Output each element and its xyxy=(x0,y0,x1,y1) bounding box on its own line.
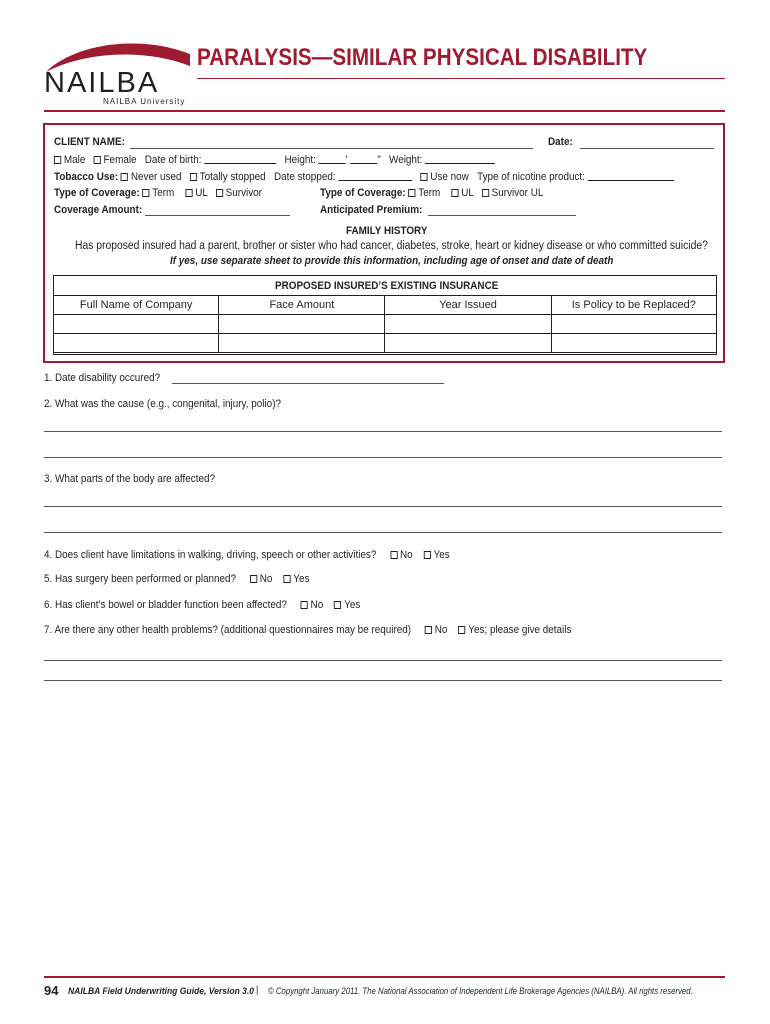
survivor-ul-label: Survivor UL xyxy=(491,187,544,199)
use-now-label: Use now xyxy=(430,171,469,183)
family-history-note: If yes, use separate sheet to provide this information, including age of onset and date of death xyxy=(170,255,614,267)
title-rule-thin xyxy=(197,78,725,79)
table-header-row xyxy=(54,296,717,315)
survivor-label: Survivor xyxy=(225,187,262,199)
footer-copyright: © Copyright January 2011. The National Association of Independent Life Brokerage Agencies (NAILBA). All rights reserved. xyxy=(268,986,693,997)
totally-stopped-checkbox[interactable] xyxy=(190,173,197,181)
coverage-row-left xyxy=(54,187,262,199)
q5-yes-label: Yes xyxy=(293,573,310,585)
insurance-table xyxy=(53,295,717,353)
cell-input[interactable] xyxy=(219,315,385,334)
height-feet-field[interactable] xyxy=(319,153,346,164)
height-feet-mark: ' xyxy=(345,154,348,166)
q5-no-label: No xyxy=(259,573,273,585)
question-6: 6. Has client’s bowel or bladder function been affected? xyxy=(44,599,287,611)
totally-stopped-label: Totally stopped xyxy=(199,171,266,183)
tobacco-row xyxy=(54,170,674,183)
logo-wordmark: NAILBA xyxy=(44,67,160,99)
q5-no-checkbox[interactable] xyxy=(250,575,257,583)
question-1-field[interactable] xyxy=(172,383,444,384)
coverage-row-right xyxy=(320,187,543,199)
q4-no-checkbox[interactable] xyxy=(390,551,397,559)
cell-input[interactable] xyxy=(54,334,219,353)
question-7-line-2[interactable] xyxy=(44,680,722,681)
client-name-field[interactable] xyxy=(130,148,533,149)
q7-yes-label: Yes; please give details xyxy=(468,624,572,636)
q5-yes-checkbox[interactable] xyxy=(283,575,290,583)
family-history-question: Has proposed insured had a parent, brother or sister who had cancer, diabetes, stroke, heart or kidney disease or who committed suicide? xyxy=(75,240,708,252)
date-label: Date: xyxy=(548,136,573,148)
client-name-label: CLIENT NAME: xyxy=(54,136,125,148)
ul-checkbox[interactable] xyxy=(185,189,192,197)
weight-field[interactable] xyxy=(425,153,495,164)
table-row xyxy=(54,334,717,353)
anticipated-premium-label: Anticipated Premium: xyxy=(320,204,423,216)
ul-label: UL xyxy=(195,187,208,199)
date-stopped-label: Date stopped: xyxy=(273,171,336,183)
question-3-line-1[interactable] xyxy=(44,506,722,507)
family-history-heading: FAMILY HISTORY xyxy=(346,225,428,237)
q4-yes-label: Yes xyxy=(433,549,450,561)
female-checkbox[interactable] xyxy=(94,156,101,164)
date-field[interactable] xyxy=(580,148,714,149)
nicotine-label: Type of nicotine product: xyxy=(477,171,585,183)
dob-field[interactable] xyxy=(204,153,276,164)
col-replaced: Is Policy to be Replaced? xyxy=(551,296,716,315)
question-7: 7. Are there any other health problems? (additional questionnaires may be required) xyxy=(44,624,412,636)
coverage-type-label-2: Type of Coverage: xyxy=(320,187,406,199)
question-3-line-2[interactable] xyxy=(44,532,722,533)
survivor-checkbox[interactable] xyxy=(216,189,223,197)
coverage-amount-field[interactable] xyxy=(145,215,290,216)
question-2-line-2[interactable] xyxy=(44,457,722,458)
question-4-row xyxy=(44,549,450,561)
question-1: 1. Date disability occured? xyxy=(44,372,161,384)
question-2-line-1[interactable] xyxy=(44,431,722,432)
coverage-amount-label: Coverage Amount: xyxy=(54,204,143,216)
height-inches-mark: " xyxy=(377,154,381,166)
q6-yes-checkbox[interactable] xyxy=(334,601,341,609)
cell-input[interactable] xyxy=(54,315,219,334)
anticipated-premium-field[interactable] xyxy=(428,215,576,216)
q7-yes-checkbox[interactable] xyxy=(458,626,465,634)
female-label: Female xyxy=(103,154,137,166)
question-5: 5. Has surgery been performed or planned? xyxy=(44,573,237,585)
weight-label: Weight: xyxy=(389,154,423,166)
use-now-checkbox[interactable] xyxy=(420,173,427,181)
q6-no-checkbox[interactable] xyxy=(301,601,308,609)
survivor-ul-checkbox[interactable] xyxy=(482,189,489,197)
page-title: PARALYSIS—SIMILAR PHYSICAL DISABILITY xyxy=(197,44,648,71)
cell-input[interactable] xyxy=(385,334,551,353)
footer-rule xyxy=(44,976,725,978)
height-label: Height: xyxy=(284,154,316,166)
q7-no-label: No xyxy=(434,624,448,636)
coverage-type-label: Type of Coverage: xyxy=(54,187,140,199)
col-company: Full Name of Company xyxy=(54,296,219,315)
q7-no-checkbox[interactable] xyxy=(425,626,432,634)
q6-no-label: No xyxy=(310,599,324,611)
never-used-checkbox[interactable] xyxy=(121,173,128,181)
footer-page-number: 94 xyxy=(44,983,59,998)
col-year-issued: Year Issued xyxy=(385,296,551,315)
question-6-row xyxy=(44,599,360,611)
cell-input[interactable] xyxy=(551,315,716,334)
footer-guide-title: NAILBA Field Underwriting Guide, Version 3.0 xyxy=(68,986,255,997)
ul-checkbox-2[interactable] xyxy=(451,189,458,197)
sex-row xyxy=(54,153,495,166)
term-checkbox[interactable] xyxy=(142,189,149,197)
ul-label-2: UL xyxy=(461,187,474,199)
table-row xyxy=(54,315,717,334)
question-3: 3. What parts of the body are affected? xyxy=(44,473,215,485)
title-rule-thick xyxy=(44,110,725,112)
question-2: 2. What was the cause (e.g., congenital, injury, polio)? xyxy=(44,398,281,410)
term-checkbox-2[interactable] xyxy=(408,189,415,197)
male-label: Male xyxy=(63,154,86,166)
nicotine-field[interactable] xyxy=(588,170,674,181)
question-4: 4. Does client have limitations in walking, driving, speech or other activities? xyxy=(44,549,377,561)
col-face-amount: Face Amount xyxy=(219,296,385,315)
footer-separator: | xyxy=(256,985,259,996)
q6-yes-label: Yes xyxy=(344,599,361,611)
cell-input[interactable] xyxy=(551,334,716,353)
male-checkbox[interactable] xyxy=(54,156,61,164)
question-5-row xyxy=(44,573,309,585)
q4-no-label: No xyxy=(400,549,413,561)
insurance-heading: PROPOSED INSURED’S EXISTING INSURANCE xyxy=(275,280,499,292)
dob-label: Date of birth: xyxy=(144,154,202,166)
term-label: Term xyxy=(152,187,175,199)
date-stopped-field[interactable] xyxy=(338,170,412,181)
question-7-row xyxy=(44,624,571,636)
term-label-2: Term xyxy=(418,187,441,199)
height-inches-field[interactable] xyxy=(350,153,377,164)
q4-yes-checkbox[interactable] xyxy=(424,551,431,559)
question-7-line-1[interactable] xyxy=(44,660,722,661)
cell-input[interactable] xyxy=(385,315,551,334)
logo-subtitle: NAILBA University xyxy=(103,97,186,106)
never-used-label: Never used xyxy=(130,171,182,183)
cell-input[interactable] xyxy=(219,334,385,353)
tobacco-label: Tobacco Use: xyxy=(54,171,119,183)
